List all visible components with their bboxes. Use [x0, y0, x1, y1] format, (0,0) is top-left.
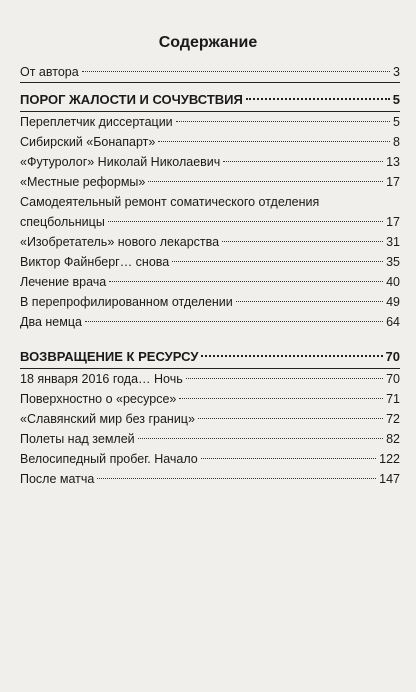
dot-leader — [236, 301, 383, 302]
dot-leader — [186, 378, 383, 379]
toc-entry-label: Велосипедный пробег. Начало — [20, 452, 198, 466]
toc-page-number: 13 — [386, 155, 400, 169]
toc-entry-label: Виктор Файнберг… снова — [20, 255, 170, 269]
toc-page-number: 3 — [393, 65, 400, 79]
dot-leader — [172, 261, 383, 262]
toc-page-number: 147 — [379, 472, 400, 486]
toc-entry-label: «Местные реформы» — [20, 175, 146, 189]
toc-page-number: 70 — [385, 349, 400, 364]
toc-section-heading — [20, 346, 400, 369]
toc-entry-label: 18 января 2016 года… Ночь — [20, 372, 183, 386]
toc-entry-label: Лечение врача — [20, 275, 107, 289]
dot-leader — [222, 241, 383, 242]
toc-entry — [20, 252, 400, 272]
toc-entry-label: «Футуролог» Николай Николаевич — [20, 155, 221, 169]
toc-page-number: 5 — [392, 92, 400, 107]
toc-entry-label: От автора — [20, 65, 79, 79]
toc-entry-label: После матча — [20, 472, 95, 486]
page-title: Содержание — [158, 34, 258, 51]
toc-entry — [20, 232, 400, 252]
dot-leader — [148, 181, 383, 182]
toc-entry-label: Два немца — [20, 315, 82, 329]
toc-entry — [20, 172, 400, 192]
toc-entry-label: ПОРОГ ЖАЛОСТИ И СОЧУВСТВИЯ — [20, 92, 243, 107]
toc-page-number: 71 — [386, 392, 400, 406]
toc-entry — [20, 152, 400, 172]
toc-entry — [20, 312, 400, 332]
dot-leader — [223, 161, 383, 162]
toc-entry — [20, 132, 400, 152]
toc-page-number: 122 — [379, 452, 400, 466]
toc-entry-label: Полеты над землей — [20, 432, 135, 446]
toc-page-number: 40 — [386, 275, 400, 289]
toc-entry — [20, 409, 400, 429]
toc-entry — [20, 112, 400, 132]
toc-entry — [20, 62, 400, 83]
toc-entry — [20, 292, 400, 312]
dot-leader — [158, 141, 390, 142]
toc-entry-label: Самодеятельный ремонт соматического отделения — [20, 195, 320, 209]
dot-leader — [82, 71, 390, 72]
dot-leader — [97, 478, 376, 479]
toc-entry-label: Переплетчик диссертации — [20, 115, 173, 129]
toc-entry-label: «Славянский мир без границ» — [20, 412, 195, 426]
dot-leader — [179, 398, 383, 399]
toc-page-number: 35 — [386, 255, 400, 269]
dot-leader — [201, 458, 376, 459]
toc-page-number: 5 — [393, 115, 400, 129]
dot-leader — [138, 438, 383, 439]
toc-entry — [20, 449, 400, 469]
toc-page-number: 17 — [386, 175, 400, 189]
dot-leader — [198, 418, 383, 419]
toc-entry — [20, 389, 400, 409]
toc-entry-label-cont: спецбольницы — [20, 215, 105, 229]
toc-entry — [20, 272, 400, 292]
dot-leader — [201, 355, 382, 357]
dot-leader — [176, 121, 390, 122]
dot-leader — [85, 321, 383, 322]
toc-entry-label: В перепрофилированном отделении — [20, 295, 233, 309]
toc-page-number: 8 — [393, 135, 400, 149]
toc-page-number: 17 — [386, 215, 400, 229]
dot-leader — [108, 221, 383, 222]
table-of-contents — [20, 62, 400, 489]
toc-entry-label: ВОЗВРАЩЕНИЕ К РЕСУРСУ — [20, 349, 199, 364]
toc-page-number: 31 — [386, 235, 400, 249]
toc-page-number: 64 — [386, 315, 400, 329]
toc-page-number: 49 — [386, 295, 400, 309]
toc-entry — [20, 469, 400, 489]
toc-entry — [20, 429, 400, 449]
toc-page-number: 82 — [386, 432, 400, 446]
toc-entry — [20, 369, 400, 389]
toc-entry-label: Сибирский «Бонапарт» — [20, 135, 156, 149]
toc-entry-label: Поверхностно о «ресурсе» — [20, 392, 177, 406]
toc-page-number: 72 — [386, 412, 400, 426]
toc-entry — [20, 192, 400, 232]
dot-leader — [246, 98, 390, 100]
toc-page-number: 70 — [386, 372, 400, 386]
toc-entry-label: «Изобретатель» нового лекарства — [20, 235, 220, 249]
dot-leader — [109, 281, 383, 282]
toc-section-heading — [20, 89, 400, 112]
